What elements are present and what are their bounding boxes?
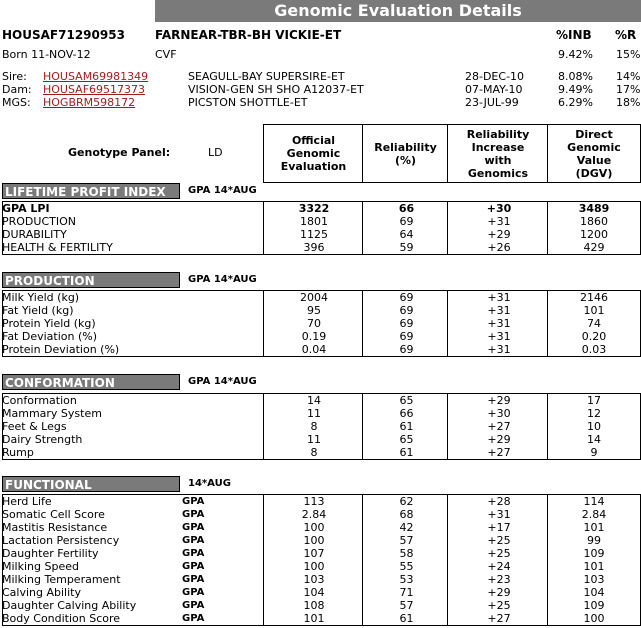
reliability-value: 62 bbox=[399, 495, 414, 508]
official-value: 11 bbox=[307, 407, 321, 420]
dgv-value: 12 bbox=[587, 407, 601, 420]
trait-label: DURABILITY bbox=[2, 228, 67, 241]
table-row bbox=[2, 521, 641, 534]
table-row bbox=[2, 586, 641, 599]
section-sub-functional: 14*AUG bbox=[188, 478, 231, 489]
official-value: 113 bbox=[303, 495, 325, 508]
gpa-tag: GPA bbox=[182, 600, 205, 611]
official-value: 100 bbox=[303, 521, 325, 534]
dgv-value: 2.84 bbox=[581, 508, 607, 521]
gpa-tag: GPA bbox=[182, 535, 205, 546]
reliability-increase-value: +29 bbox=[487, 433, 511, 446]
gpa-tag: GPA bbox=[182, 587, 205, 598]
col-header-official: Official Genomic Evaluation bbox=[263, 124, 363, 183]
reliability-increase-value: +26 bbox=[487, 241, 511, 254]
pedigree-name: PICSTON SHOTTLE-ET bbox=[188, 96, 308, 109]
dgv-value: 109 bbox=[583, 599, 605, 612]
section-sub-lpi: GPA 14*AUG bbox=[188, 185, 257, 196]
dgv-value: 109 bbox=[583, 547, 605, 560]
table-row bbox=[2, 560, 641, 573]
trait-label: Herd Life bbox=[2, 495, 52, 508]
reliability-increase-value: +27 bbox=[487, 420, 511, 433]
pedigree-r: 14% bbox=[616, 70, 641, 83]
reliability-increase-value: +31 bbox=[487, 215, 511, 228]
cvf-code: CVF bbox=[155, 48, 177, 61]
pedigree-name: VISION-GEN SH SHO A12037-ET bbox=[188, 83, 364, 96]
animal-r: 15% bbox=[616, 48, 641, 61]
gpa-tag: GPA bbox=[182, 561, 205, 572]
trait-label: Milk Yield (kg) bbox=[2, 291, 80, 304]
pedigree-r: 17% bbox=[616, 83, 641, 96]
dgv-value: 103 bbox=[583, 573, 605, 586]
table-row bbox=[2, 446, 641, 459]
table-row bbox=[2, 599, 641, 612]
reliability-value: 69 bbox=[399, 343, 414, 356]
pedigree-inb: 6.29% bbox=[558, 96, 593, 109]
trait-label: Conformation bbox=[2, 394, 77, 407]
official-value: 108 bbox=[303, 599, 325, 612]
table-row bbox=[2, 228, 641, 241]
dgv-value: 104 bbox=[583, 586, 605, 599]
reliability-value: 69 bbox=[399, 215, 414, 228]
reliability-value: 57 bbox=[399, 534, 414, 547]
official-value: 95 bbox=[307, 304, 321, 317]
genotype-label: Genotype Panel: bbox=[68, 146, 171, 159]
reliability-increase-value: +25 bbox=[487, 547, 511, 560]
r-header: %R bbox=[615, 28, 637, 42]
trait-label: Calving Ability bbox=[2, 586, 81, 599]
official-value: 8 bbox=[310, 420, 318, 433]
official-value: 2.84 bbox=[301, 508, 327, 521]
table-row bbox=[2, 612, 641, 625]
official-value: 100 bbox=[303, 534, 325, 547]
table-row bbox=[2, 534, 641, 547]
trait-label: HEALTH & FERTILITY bbox=[2, 241, 113, 254]
official-value: 1801 bbox=[300, 215, 328, 228]
section-title-lpi: LIFETIME PROFIT INDEX bbox=[2, 183, 180, 199]
dgv-value: 1200 bbox=[580, 228, 608, 241]
official-value: 0.04 bbox=[301, 343, 327, 356]
pedigree-date: 28-DEC-10 bbox=[465, 70, 525, 83]
born-date: Born 11-NOV-12 bbox=[2, 48, 91, 61]
reliability-increase-value: +29 bbox=[487, 228, 511, 241]
table-row bbox=[2, 330, 641, 343]
reliability-increase-value: +25 bbox=[487, 599, 511, 612]
section-title-functional: FUNCTIONAL bbox=[2, 476, 180, 492]
table-row bbox=[2, 291, 641, 304]
reliability-increase-value: +27 bbox=[487, 612, 511, 625]
official-value: 11 bbox=[307, 433, 321, 446]
pedigree-inb: 9.49% bbox=[558, 83, 593, 96]
reliability-value: 65 bbox=[399, 433, 414, 446]
trait-label: Protein Yield (kg) bbox=[2, 317, 96, 330]
dgv-value: 14 bbox=[587, 433, 601, 446]
section-title-production: PRODUCTION bbox=[2, 272, 180, 288]
reliability-value: 58 bbox=[399, 547, 414, 560]
reliability-value: 69 bbox=[399, 304, 414, 317]
pedigree-inb: 8.08% bbox=[558, 70, 593, 83]
reliability-value: 42 bbox=[399, 521, 414, 534]
trait-label: Lactation Persistency bbox=[2, 534, 120, 547]
reliability-increase-value: +31 bbox=[487, 304, 511, 317]
reliability-value: 61 bbox=[399, 612, 414, 625]
official-value: 104 bbox=[303, 586, 325, 599]
reliability-value: 59 bbox=[399, 241, 414, 254]
reliability-increase-value: +31 bbox=[487, 330, 511, 343]
reliability-increase-value: +23 bbox=[487, 573, 511, 586]
reliability-value: 66 bbox=[398, 202, 415, 215]
table-row bbox=[2, 573, 641, 586]
table-row bbox=[2, 215, 641, 228]
trait-label: PRODUCTION bbox=[2, 215, 76, 228]
title-bar bbox=[155, 0, 641, 22]
trait-label: Fat Deviation (%) bbox=[2, 330, 98, 343]
official-value: 8 bbox=[310, 446, 318, 459]
dgv-value: 101 bbox=[583, 521, 605, 534]
table-row bbox=[2, 304, 641, 317]
official-value: 107 bbox=[303, 547, 325, 560]
pedigree-date: 07-MAY-10 bbox=[465, 83, 523, 96]
reliability-increase-value: +25 bbox=[487, 534, 511, 547]
genotype-value: LD bbox=[208, 146, 223, 159]
col-header-reliability-increase: Reliability Increase with Genomics bbox=[447, 124, 548, 183]
official-value: 103 bbox=[303, 573, 325, 586]
table-row bbox=[2, 420, 641, 433]
gpa-tag: GPA bbox=[182, 574, 205, 585]
dgv-value: 9 bbox=[590, 446, 598, 459]
trait-label: Fat Yield (kg) bbox=[2, 304, 74, 317]
trait-label: Milking Temperament bbox=[2, 573, 121, 586]
section-sub-production: GPA 14*AUG bbox=[188, 274, 257, 285]
dgv-value: 114 bbox=[583, 495, 605, 508]
reliability-value: 57 bbox=[399, 599, 414, 612]
dgv-value: 1860 bbox=[580, 215, 608, 228]
dgv-value: 3489 bbox=[578, 202, 610, 215]
official-value: 0.19 bbox=[301, 330, 327, 343]
pedigree-role: Dam: bbox=[2, 83, 32, 96]
pedigree-role: MGS: bbox=[2, 96, 31, 109]
reliability-value: 61 bbox=[399, 420, 414, 433]
pedigree-id-link[interactable]: HOUSAF69517373 bbox=[43, 83, 146, 96]
table-row bbox=[2, 202, 641, 215]
table-row bbox=[2, 241, 641, 254]
gpa-tag: GPA bbox=[182, 496, 205, 507]
reliability-value: 69 bbox=[399, 317, 414, 330]
official-value: 14 bbox=[307, 394, 321, 407]
col-header-reliability: Reliability (%) bbox=[362, 124, 448, 183]
gpa-tag: GPA bbox=[182, 509, 205, 520]
section-title-conformation: CONFORMATION bbox=[2, 374, 180, 390]
reliability-value: 64 bbox=[399, 228, 414, 241]
trait-label: Mastitis Resistance bbox=[2, 521, 108, 534]
dgv-value: 10 bbox=[587, 420, 601, 433]
reliability-increase-value: +24 bbox=[487, 560, 511, 573]
pedigree-role: Sire: bbox=[2, 70, 27, 83]
official-value: 70 bbox=[307, 317, 321, 330]
animal-id: HOUSAF71290953 bbox=[2, 28, 125, 42]
reliability-value: 53 bbox=[399, 573, 414, 586]
trait-label: Dairy Strength bbox=[2, 433, 83, 446]
trait-label: Somatic Cell Score bbox=[2, 508, 105, 521]
trait-label: Body Condition Score bbox=[2, 612, 121, 625]
reliability-value: 69 bbox=[399, 330, 414, 343]
reliability-value: 68 bbox=[399, 508, 414, 521]
official-value: 396 bbox=[303, 241, 325, 254]
pedigree-id-link[interactable]: HOGBRM598172 bbox=[43, 96, 136, 109]
inb-header: %INB bbox=[556, 28, 592, 42]
gpa-tag: GPA bbox=[182, 613, 205, 624]
reliability-value: 66 bbox=[399, 407, 414, 420]
trait-label: Daughter Calving Ability bbox=[2, 599, 137, 612]
pedigree-id-link[interactable]: HOUSAM69981349 bbox=[43, 70, 149, 83]
reliability-increase-value: +31 bbox=[487, 508, 511, 521]
official-value: 101 bbox=[303, 612, 325, 625]
trait-label: Mammary System bbox=[2, 407, 102, 420]
reliability-value: 71 bbox=[399, 586, 414, 599]
pedigree-r: 18% bbox=[616, 96, 641, 109]
table-row bbox=[2, 495, 641, 508]
reliability-increase-value: +28 bbox=[487, 495, 511, 508]
pedigree-date: 23-JUL-99 bbox=[465, 96, 519, 109]
trait-label: Feet & Legs bbox=[2, 420, 67, 433]
table-row bbox=[2, 394, 641, 407]
table-row bbox=[2, 508, 641, 521]
section-sub-conformation: GPA 14*AUG bbox=[188, 376, 257, 387]
trait-label: GPA LPI bbox=[2, 202, 50, 215]
animal-inb: 9.42% bbox=[558, 48, 593, 61]
dgv-value: 17 bbox=[587, 394, 601, 407]
dgv-value: 2146 bbox=[580, 291, 608, 304]
reliability-value: 61 bbox=[399, 446, 414, 459]
reliability-increase-value: +31 bbox=[487, 291, 511, 304]
dgv-value: 0.03 bbox=[581, 343, 607, 356]
reliability-increase-value: +31 bbox=[487, 343, 511, 356]
dgv-value: 429 bbox=[583, 241, 605, 254]
table-row bbox=[2, 433, 641, 446]
col-header-dgv: Direct Genomic Value (DGV) bbox=[547, 124, 641, 183]
dgv-value: 99 bbox=[587, 534, 601, 547]
trait-label: Rump bbox=[2, 446, 34, 459]
dgv-value: 100 bbox=[583, 612, 605, 625]
page-title: Genomic Evaluation Details bbox=[274, 1, 522, 20]
official-value: 100 bbox=[303, 560, 325, 573]
trait-label: Protein Deviation (%) bbox=[2, 343, 120, 356]
reliability-value: 69 bbox=[399, 291, 414, 304]
dgv-value: 101 bbox=[583, 304, 605, 317]
reliability-value: 55 bbox=[399, 560, 414, 573]
dgv-value: 74 bbox=[587, 317, 601, 330]
table-row bbox=[2, 407, 641, 420]
trait-label: Daughter Fertility bbox=[2, 547, 99, 560]
reliability-increase-value: +31 bbox=[487, 317, 511, 330]
reliability-increase-value: +30 bbox=[486, 202, 512, 215]
table-row bbox=[2, 317, 641, 330]
pedigree-name: SEAGULL-BAY SUPERSIRE-ET bbox=[188, 70, 345, 83]
table-row bbox=[2, 343, 641, 356]
reliability-increase-value: +29 bbox=[487, 586, 511, 599]
dgv-value: 101 bbox=[583, 560, 605, 573]
reliability-increase-value: +29 bbox=[487, 394, 511, 407]
reliability-increase-value: +30 bbox=[487, 407, 511, 420]
dgv-value: 0.20 bbox=[581, 330, 607, 343]
table-row bbox=[2, 547, 641, 560]
official-value: 3322 bbox=[298, 202, 330, 215]
reliability-value: 65 bbox=[399, 394, 414, 407]
trait-label: Milking Speed bbox=[2, 560, 79, 573]
official-value: 1125 bbox=[300, 228, 328, 241]
gpa-tag: GPA bbox=[182, 522, 205, 533]
animal-name: FARNEAR-TBR-BH VICKIE-ET bbox=[155, 28, 342, 42]
reliability-increase-value: +17 bbox=[487, 521, 511, 534]
official-value: 2004 bbox=[300, 291, 328, 304]
reliability-increase-value: +27 bbox=[487, 446, 511, 459]
gpa-tag: GPA bbox=[182, 548, 205, 559]
